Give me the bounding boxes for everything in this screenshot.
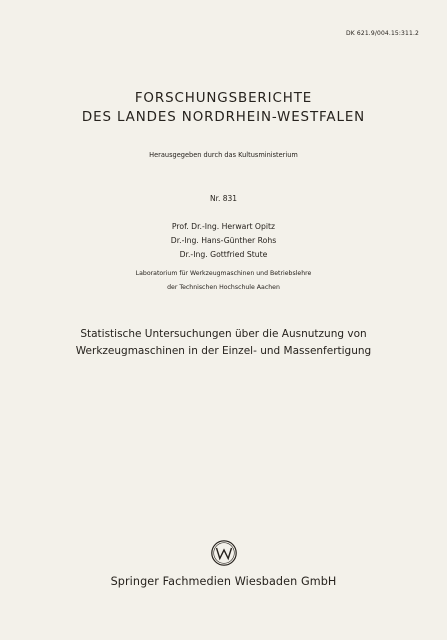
laboratory-line-2: der Technischen Hochschule Aachen [167,283,280,291]
volume-number: Nr. 831 [209,194,238,203]
author-1: Prof. Dr.-Ing. Herwart Opitz [171,222,276,231]
author-list [0,220,447,262]
editor-note: Herausgegeben durch das Kultusministerium [149,151,298,159]
springer-logo-icon [210,539,238,567]
author-3: Dr.-Ing. Gottfried Stute [179,250,268,259]
classification-code: DK 621.9/004.15:311.2 [345,30,419,37]
book-title [0,326,447,360]
publisher-name: Springer Fachmedien Wiesbaden GmbH [110,575,337,588]
book-title-line-2: Werkzeugmaschinen in der Einzel- und Massenfertigung [75,345,372,357]
series-title-line-1: FORSCHUNGSBERICHTE [134,91,313,106]
laboratory-line-1: Laboratorium für Werkzeugmaschinen und Betriebslehre [135,270,312,277]
author-2: Dr.-Ing. Hans-Günther Rohs [170,236,277,245]
laboratory-affiliation [0,267,447,294]
series-title-line-2: DES LANDES NORDRHEIN-WESTFALEN [81,110,366,125]
book-title-line-1: Statistische Untersuchungen über die Ausnutzung von [80,328,367,340]
